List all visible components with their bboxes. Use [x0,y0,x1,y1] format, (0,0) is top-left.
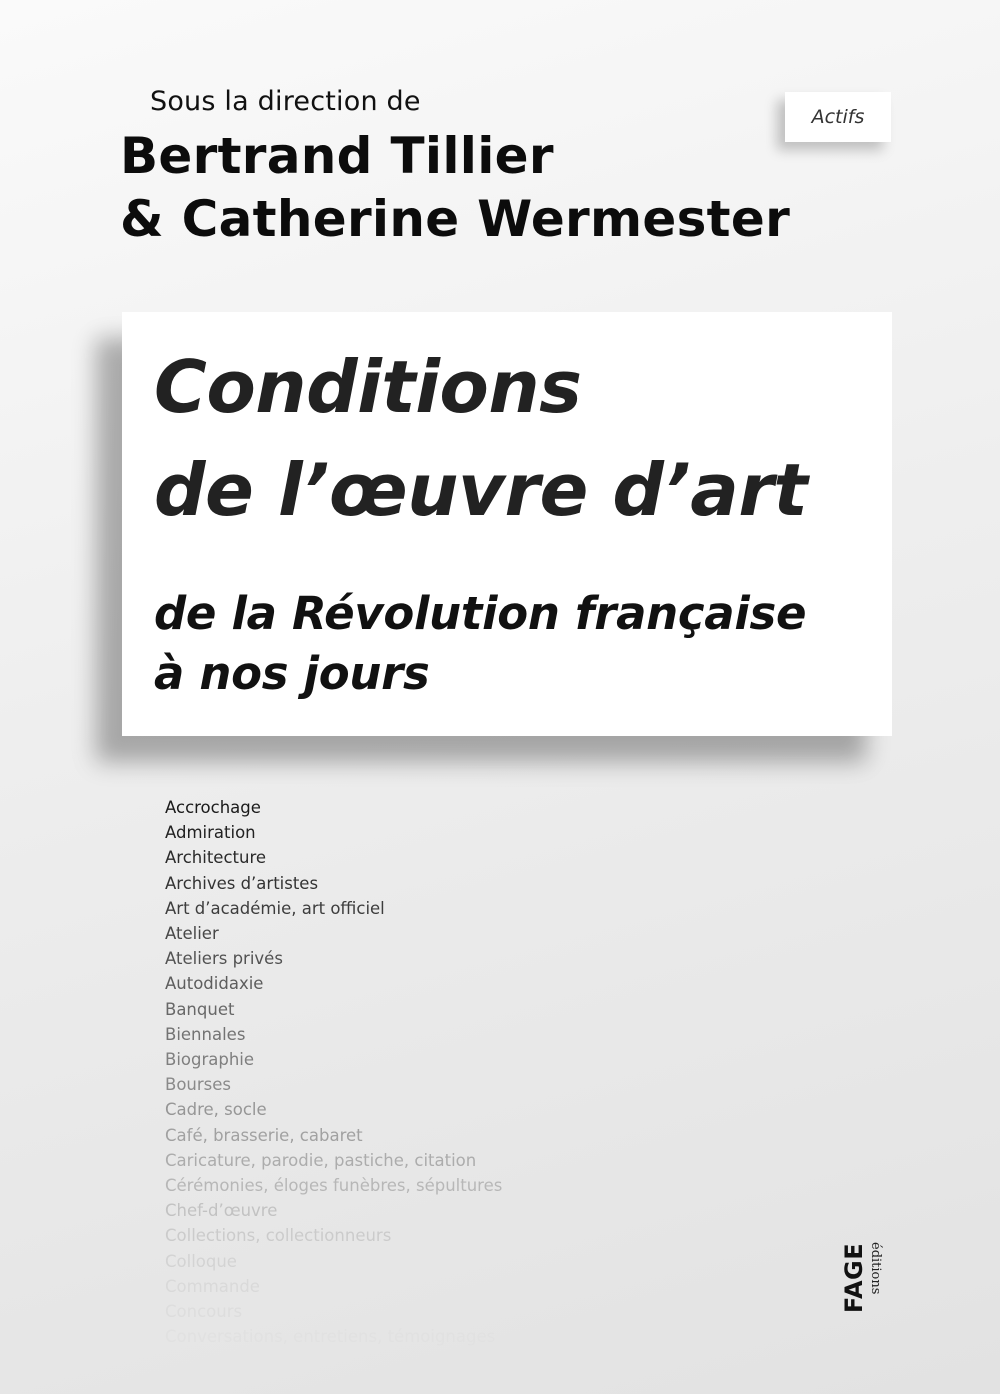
glossary-term: Ateliers privés [165,949,283,969]
publisher-subtitle: éditions [868,1242,883,1295]
main-title-line-2: de l’œuvre d’art [154,448,808,532]
glossary-term: Autodidaxie [165,974,264,994]
main-title [154,336,807,542]
glossary-term: Collections, collectionneurs [165,1226,392,1246]
subtitle-line-1: de la Révolution française [154,587,807,640]
author-2: & Catherine Wermester [120,190,791,248]
glossary-term: Biennales [165,1024,246,1044]
glossary-term: Conversations, entretiens, témoignages [165,1327,496,1347]
subtitle [154,584,806,704]
glossary-term: Concours [165,1302,243,1322]
glossary-term: Colloque [165,1251,237,1271]
glossary-term: Art d’académie, art officiel [165,898,385,918]
series-label: Actifs [785,92,891,142]
glossary-term: Bourses [165,1075,231,1095]
title-panel [122,312,892,736]
glossary-term: Banquet [165,999,235,1019]
glossary-term: Commande [165,1276,260,1296]
glossary-term: Café, brasserie, cabaret [165,1125,363,1145]
glossary-term: Atelier [165,924,219,944]
glossary-term: Archives d’artistes [165,873,319,893]
subtitle-line-2: à nos jours [154,647,430,700]
glossary-term: Admiration [165,823,256,843]
publisher-name: FAGE [840,1242,868,1314]
glossary-term: Caricature, parodie, pastiche, citation [165,1150,477,1170]
author-1: Bertrand Tillier [120,127,554,185]
glossary-term: Accrochage [165,798,261,817]
editorship-label: Sous la direction de [150,86,421,117]
glossary-term-list [165,795,502,1349]
glossary-term: Architecture [165,848,267,868]
glossary-term: Chef-d’œuvre [165,1201,278,1221]
glossary-term: Biographie [165,1050,255,1070]
glossary-term: Cérémonies, éloges funèbres, sépultures [165,1176,503,1196]
publisher-logo [840,1232,883,1324]
glossary-term: Cadre, socle [165,1100,267,1120]
main-title-line-1: Conditions [154,345,582,429]
